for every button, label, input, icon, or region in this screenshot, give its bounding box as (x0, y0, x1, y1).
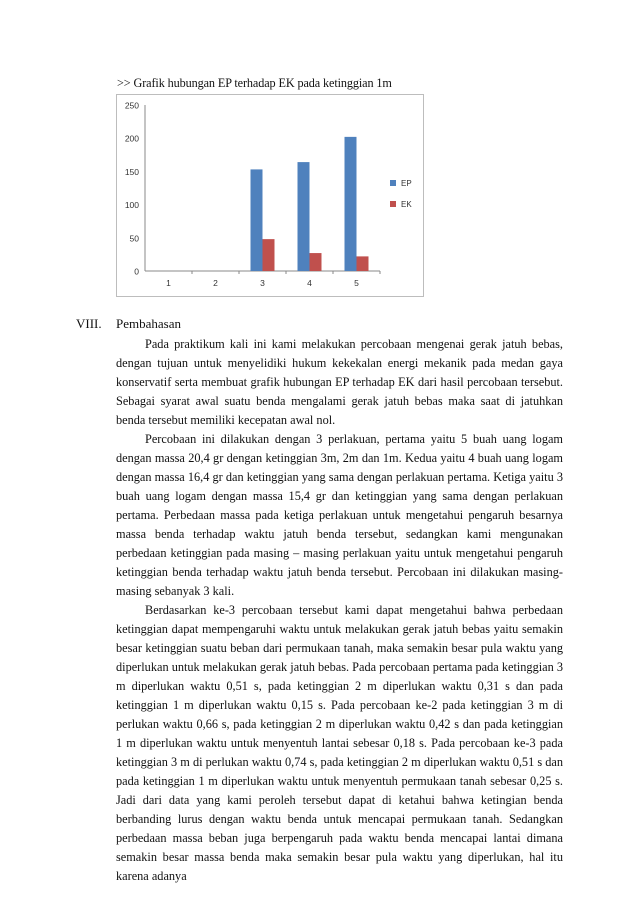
bar-ek-5 (357, 256, 369, 271)
paragraph-3: Berdasarkan ke-3 percobaan tersebut kami dapat mengetahui bahwa perbedaan ketinggian dapat mempengaruhi waktu untuk melakukan gerak jatuh bebas yaitu semakin besar ketinggian suatu beban dari permukaan tanah, maka semakin besar pula waktu yang diperlukan untuk melakukan gerak jatuh bebas. Pada percobaan pertama pada ketinggian 3 m diperlukan waktu 0,51 s, pada ketinggian 2 m diperlukan waktu 0,31 s dan pada ketinggian 1 m diperlukan waktu 0,15 s. Pada percobaan ke-2 pada ketinggian 3 m di perlukan waktu 0,66 s, pada ketinggian 2 m diperlukan waktu 0,42 s dan pada ketinggian 1 m diperlukan waktu untuk menyentuh lantai sebesar 0,18 s. Pada percobaan ke-3 pada ketinggian 3 m di perlukan waktu 0,74 s, pada ketinggian 2 m diperlukan waktu 0,51 s dan pada ketinggian 1 m diperlukan waktu untuk menyentuh permukaan tanah sebesar 0,25 s. Jadi dari data yang kami peroleh tersebut dapat di ketahui bahwa ketingian benda berbanding lurus dengan waktu benda untuk mencapai permukaan tanah. Sedangkan perbedaan massa beban juga berpengaruh pada waktu benda mencapai lantai dimana semakin besar massa benda maka semakin besar pula waktu yang diperlukan, hal itu karena adanya (116, 603, 563, 883)
section-number: VIII. (76, 316, 102, 331)
legend-swatch-ep (390, 180, 396, 186)
paragraph-1: Pada praktikum kali ini kami melakukan percobaan mengenai gerak jatuh bebas, dengan tujuan untuk menyelidiki hukum kekekalan energi mekanik pada medan gaya konservatif serta membuat grafik hubungan EP terhadap EK dari hasil percobaan tersebut. Sebagai syarat awal suatu benda mengalami gerak jatuh bebas maka saat di jatuhkan benda tersebut memiliki kecepatan awal nol. (116, 337, 563, 427)
bar-ep-4 (298, 162, 310, 271)
section-title: Pembahasan (116, 316, 181, 331)
section-body (116, 335, 563, 886)
x-tick-label: 5 (354, 278, 359, 288)
bar-ek-4 (310, 253, 322, 271)
y-tick-label: 250 (124, 100, 139, 111)
x-tick-label: 4 (307, 278, 312, 288)
bar-chart (116, 94, 424, 297)
chart-caption: >> Grafik hubungan EP terhadap EK pada ketinggian 1m (117, 76, 392, 90)
paragraph-2: Percobaan ini dilakukan dengan 3 perlakuan, pertama yaitu 5 buah uang logam dengan massa 20,4 gr dengan ketinggian 3m, 2m dan 1m. Kedua yaitu 4 buah uang logam dengan massa 16,4 gr dan ketinggian yang sama dengan perlakuan pertama. Ketiga yaitu 3 buah uang logam dengan massa 15,4 gr dan ketinggian yang sama dengan perlakuan pertama. Perbedaan massa pada ketiga perlakuan untuk mengetahui pengaruh besarnya massa benda terhadap waktu jatuh benda tersebut, sedangkan kami mengunakan perbedaan ketinggian pada masing – masing perlakuan yaitu untuk mengetahui pengaruh ketinggian benda terhadap waktu jatuh benda tersebut. Percobaan ini dilakukan masing-masing sebanyak 3 kali. (116, 432, 563, 598)
y-tick-label: 150 (124, 166, 139, 177)
legend-swatch-ek (390, 201, 396, 207)
legend-label-ep: EP (401, 179, 412, 188)
y-tick-label: 100 (124, 200, 139, 211)
bar-ek-3 (263, 239, 275, 271)
bar-ep-5 (345, 137, 357, 271)
y-tick-label: 50 (129, 233, 139, 244)
x-tick-label: 3 (260, 278, 265, 288)
legend-label-ek: EK (401, 200, 412, 209)
x-tick-label: 1 (166, 278, 171, 288)
chart-svg (117, 95, 423, 296)
x-tick-label: 2 (213, 278, 218, 288)
y-tick-label: 200 (124, 133, 139, 144)
bar-ep-3 (251, 169, 263, 271)
y-tick-label: 0 (134, 266, 139, 277)
